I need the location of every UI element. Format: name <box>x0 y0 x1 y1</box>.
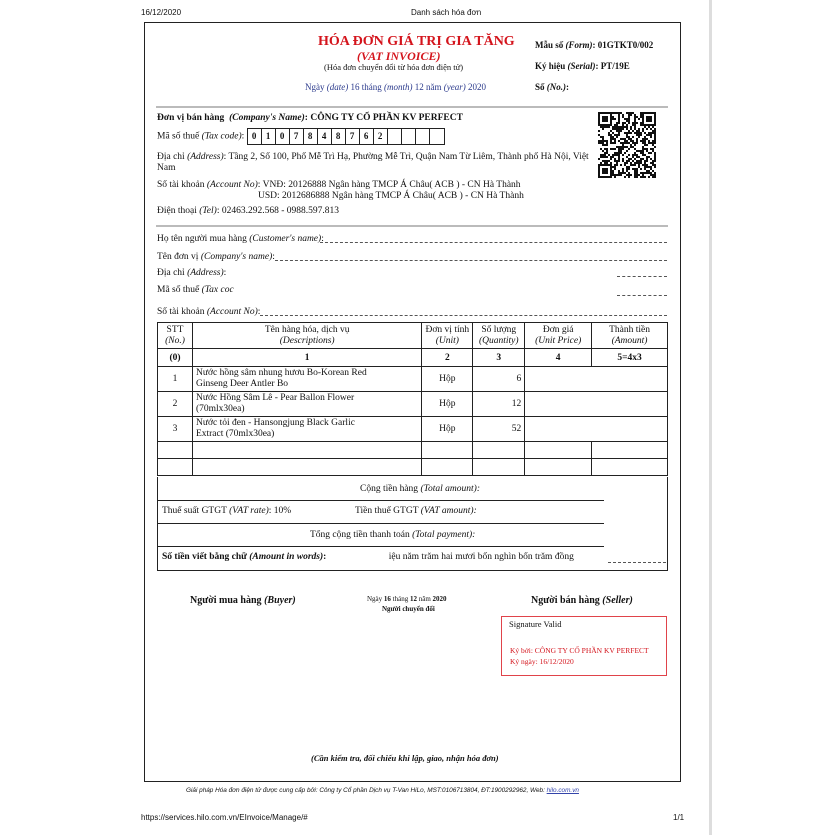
t: (No.) <box>546 82 567 92</box>
t: (date) <box>326 82 349 92</box>
header-label-en: (Descriptions) <box>279 335 335 346</box>
t: (Buyer) <box>264 595 296 606</box>
t: (Address) <box>187 268 224 278</box>
t: (VAT amount): <box>420 506 477 516</box>
invoice-no <box>535 82 569 92</box>
header-label: Thành tiền <box>609 324 650 335</box>
total-payment-label <box>310 530 475 540</box>
t: Mã số thuế <box>157 131 200 142</box>
t: 12 <box>414 82 424 92</box>
row-description: Nước tỏi đen - Hansongjung Black Garlic Extract (70mlx30ea) <box>192 417 421 442</box>
t: (Total amount): <box>420 484 480 494</box>
t: Mẫu số <box>535 40 564 50</box>
seller-sign-label <box>531 595 633 606</box>
t: Thuế suất GTGT <box>162 506 227 516</box>
header-label: Đơn vị tính <box>425 324 470 335</box>
page-number: 1/1 <box>673 813 685 822</box>
tax-digit: 0 <box>248 129 262 144</box>
t: 16 <box>383 595 391 603</box>
empty-row <box>158 459 668 476</box>
row-qty: 52 <box>473 417 525 442</box>
t: 16 <box>350 82 360 92</box>
buyer-address-field <box>617 276 667 277</box>
header-label: Tên hàng hóa, dịch vụ <box>264 324 350 335</box>
t: : <box>566 82 570 92</box>
header-label-en: (Quantity) <box>478 335 519 346</box>
t: : 02463.292.568 - 0988.597.813 <box>216 206 340 216</box>
t: Số tiền viết bằng chữ <box>162 552 247 562</box>
tax-digit: 8 <box>332 129 346 144</box>
t: (Seller) <box>602 595 633 606</box>
t: Người mua hàng <box>190 595 262 606</box>
header-label: STT <box>166 324 184 335</box>
t: (Tel) <box>199 206 217 216</box>
t: 2020 <box>432 595 447 603</box>
row-unit: Hộp <box>422 392 473 417</box>
form-number <box>535 40 653 50</box>
t: Người bán hàng <box>531 595 600 606</box>
tax-digit <box>430 129 444 144</box>
t: (Serial) <box>567 61 596 71</box>
column-header <box>422 323 473 349</box>
t: 12 <box>409 595 417 603</box>
divider <box>156 106 668 108</box>
buyer-name-field <box>320 242 667 243</box>
t: năm <box>426 82 442 92</box>
row-amount <box>592 417 668 442</box>
signed-by: Ký bởi: CÔNG TY CỔ PHẦN KV PERFECT <box>510 646 649 655</box>
t: 2020 <box>468 82 486 92</box>
row-amount <box>592 392 668 417</box>
signed-date: Ký ngày: 16/12/2020 <box>510 657 574 666</box>
header-label: Số lượng <box>481 324 517 335</box>
divider <box>158 546 604 547</box>
t: năm <box>418 595 431 603</box>
invoice-date <box>305 82 486 92</box>
tax-digit: 8 <box>304 129 318 144</box>
tax-digit: 2 <box>374 129 388 144</box>
buyer-name-label: Họ tên người mua hàng (Customer's name): <box>157 234 324 244</box>
header-row <box>158 323 668 349</box>
provider-note <box>186 787 579 794</box>
t: Tiền thuế GTGT <box>355 506 419 516</box>
words-field <box>608 562 666 563</box>
row-unit: Hộp <box>422 367 473 392</box>
column-index: 4 <box>525 349 592 367</box>
column-header <box>525 323 592 349</box>
scrollbar[interactable] <box>709 0 712 835</box>
vat-rate <box>162 506 291 516</box>
tax-digit <box>402 129 416 144</box>
t: Cộng tiền hàng <box>360 484 419 494</box>
t: Giải pháp Hóa đơn điện tử được cung cấp bởi: Công ty Cổ phần Dịch vụ T-Van HiLo, MST:0106713804, ĐT:1900292962, Web: <box>186 787 547 794</box>
t: : CÔNG TY CỔ PHẦN KV PERFECT <box>304 113 463 123</box>
t: Số tài khoản <box>157 307 205 317</box>
seller-address <box>157 152 589 174</box>
t: Ngày <box>305 82 325 92</box>
empty-row <box>158 442 668 459</box>
table-row <box>158 392 668 417</box>
t: (year) <box>443 82 466 92</box>
t: (VAT rate) <box>229 506 269 516</box>
t: (Total payment): <box>412 530 476 540</box>
header-label-en: (Amount) <box>611 335 648 346</box>
t: Tên đơn vị <box>157 252 199 262</box>
seller-tax: Mã số thuế (Tax code): 0 1 0 7 8 4 8 7 6 2 <box>157 128 445 145</box>
invoice-title: HÓA ĐƠN GIÁ TRỊ GIA TĂNG <box>318 34 515 49</box>
tax-code-boxes <box>247 128 445 145</box>
column-header <box>192 323 421 349</box>
t: (Amount in words) <box>249 552 324 562</box>
t: Nam <box>157 163 176 173</box>
t: (Customer's name) <box>249 234 322 244</box>
row-qty: 12 <box>473 392 525 417</box>
invoice-note: (Hóa đơn chuyển đổi từ hóa đơn điện tử) <box>324 62 464 72</box>
t: Tổng cộng tiền thanh toán <box>310 530 410 540</box>
items-table <box>157 322 668 476</box>
total-amount-label <box>360 484 480 494</box>
t: tháng <box>361 82 382 92</box>
t: Đơn vị bán hàng <box>157 113 225 123</box>
header-label: Đơn giá <box>542 324 574 335</box>
index-row <box>158 349 668 367</box>
row-no: 1 <box>158 367 193 392</box>
divider <box>156 225 668 227</box>
tax-digit: 7 <box>290 129 304 144</box>
qr-code-icon <box>598 112 656 178</box>
column-index: 1 <box>192 349 421 367</box>
t: (Account No) <box>206 180 258 190</box>
row-unit: Hộp <box>422 417 473 442</box>
tax-digit <box>388 129 402 144</box>
t: (Tax code) <box>201 131 242 142</box>
t: Mã số thuế <box>157 285 200 295</box>
check-note: (Cần kiểm tra, đối chiếu khi lập, giao, nhận hóa đơn) <box>311 753 499 763</box>
buyer-account-label: Số tài khoản (Account No): <box>157 307 261 317</box>
t: USD: 2012686888 Ngân hàng TMCP Á Châu( ACB ) - CN Hà Thành <box>258 191 524 201</box>
row-price <box>525 367 592 392</box>
tax-digit: 7 <box>346 129 360 144</box>
divider <box>158 500 604 501</box>
table-row <box>158 367 668 392</box>
column-index: 5=4x3 <box>592 349 668 367</box>
tax-digit: 6 <box>360 129 374 144</box>
header-label-en: (No.) <box>165 335 185 346</box>
invoice-subtitle: (VAT INVOICE) <box>357 49 441 63</box>
serial <box>535 61 630 71</box>
tax-digit: 1 <box>262 129 276 144</box>
tax-digit <box>416 129 430 144</box>
t: Số tài khoản <box>157 180 205 190</box>
amount-in-words: Số tiền viết bằng chữ (Amount in words): iệu năm trăm hai mươi bốn nghìn bốn trăm đồng <box>162 552 574 562</box>
buyer-sign-label <box>190 595 296 606</box>
t: Điện thoại <box>157 206 197 216</box>
row-description: Nước hồng sâm nhung hươu Bo-Korean Red Ginseng Deer Antler Bo <box>192 367 421 392</box>
t: Ký hiệu <box>535 61 566 71</box>
seller-tel <box>157 206 339 216</box>
column-index: (0) <box>158 349 193 367</box>
row-price <box>525 417 592 442</box>
row-description: Nước Hồng Sâm Lê - Pear Ballon Flower (70mlx30ea) <box>192 392 421 417</box>
page-url: https://services.hilo.com.vn/EInvoice/Manage/# <box>141 813 308 822</box>
tax-digit: 4 <box>318 129 332 144</box>
t: (Tax coc <box>201 285 234 295</box>
buyer-company-field <box>275 260 667 261</box>
row-amount <box>592 367 668 392</box>
t: (Company's Name) <box>229 113 305 123</box>
t: (Address) <box>187 152 224 162</box>
digital-signature-box <box>501 616 667 676</box>
tax-digit: 0 <box>276 129 290 144</box>
column-header <box>158 323 193 349</box>
t: Địa chỉ <box>157 152 185 162</box>
row-qty: 6 <box>473 367 525 392</box>
t: : 10% <box>268 506 292 516</box>
column-header <box>592 323 668 349</box>
seller-name <box>157 113 463 123</box>
t: tháng <box>392 595 409 603</box>
t: (Company's name) <box>200 252 273 262</box>
t: (Account No) <box>206 307 258 317</box>
provider-link[interactable]: hilo.com.vn <box>546 787 579 794</box>
column-index: 2 <box>422 349 473 367</box>
seller-account <box>157 180 524 202</box>
divider <box>158 523 604 524</box>
signature-valid: Signature Valid <box>509 619 562 629</box>
buyer-tax-field <box>617 295 667 296</box>
converter-label: Người chuyển đổi <box>382 605 435 613</box>
vat-amount-label <box>355 506 477 516</box>
buyer-company-label: Tên đơn vị (Company's name): <box>157 252 275 262</box>
t: Họ tên người mua hàng <box>157 234 247 244</box>
t: : VNĐ: 20126888 Ngân hàng TMCP Á Châu( ACB ) - CN Hà Thành <box>257 180 521 190</box>
header-label-en: (Unit Price) <box>535 335 582 346</box>
t: Ngày <box>367 595 383 603</box>
t: iệu năm trăm hai mươi bốn nghìn bốn trăm đồng <box>388 552 574 562</box>
row-no: 3 <box>158 417 193 442</box>
row-no: 2 <box>158 392 193 417</box>
t: Địa chỉ <box>157 268 185 278</box>
print-date: 16/12/2020 <box>141 8 182 17</box>
row-price <box>525 392 592 417</box>
buyer-account-field <box>260 315 667 316</box>
t: : Tầng 2, Số 100, Phố Mễ Trì Hạ, Phường Mễ Trì, Quận Nam Từ Liêm, Thành phố Hà Nội, Việt <box>223 152 589 162</box>
t: Số <box>535 82 545 92</box>
t: : PT/19E <box>595 61 630 71</box>
buyer-address-label: Địa chỉ (Address): <box>157 268 227 278</box>
print-title: Danh sách hóa đơn <box>411 8 482 17</box>
buyer-tax-label <box>157 285 234 295</box>
header-label-en: (Unit) <box>435 335 459 346</box>
t: (month) <box>384 82 413 92</box>
column-header <box>473 323 525 349</box>
t: (Form) <box>565 40 593 50</box>
t: : 01GTKT0/002 <box>592 40 654 50</box>
conversion-date <box>367 595 447 603</box>
table-row <box>158 417 668 442</box>
column-index: 3 <box>473 349 525 367</box>
